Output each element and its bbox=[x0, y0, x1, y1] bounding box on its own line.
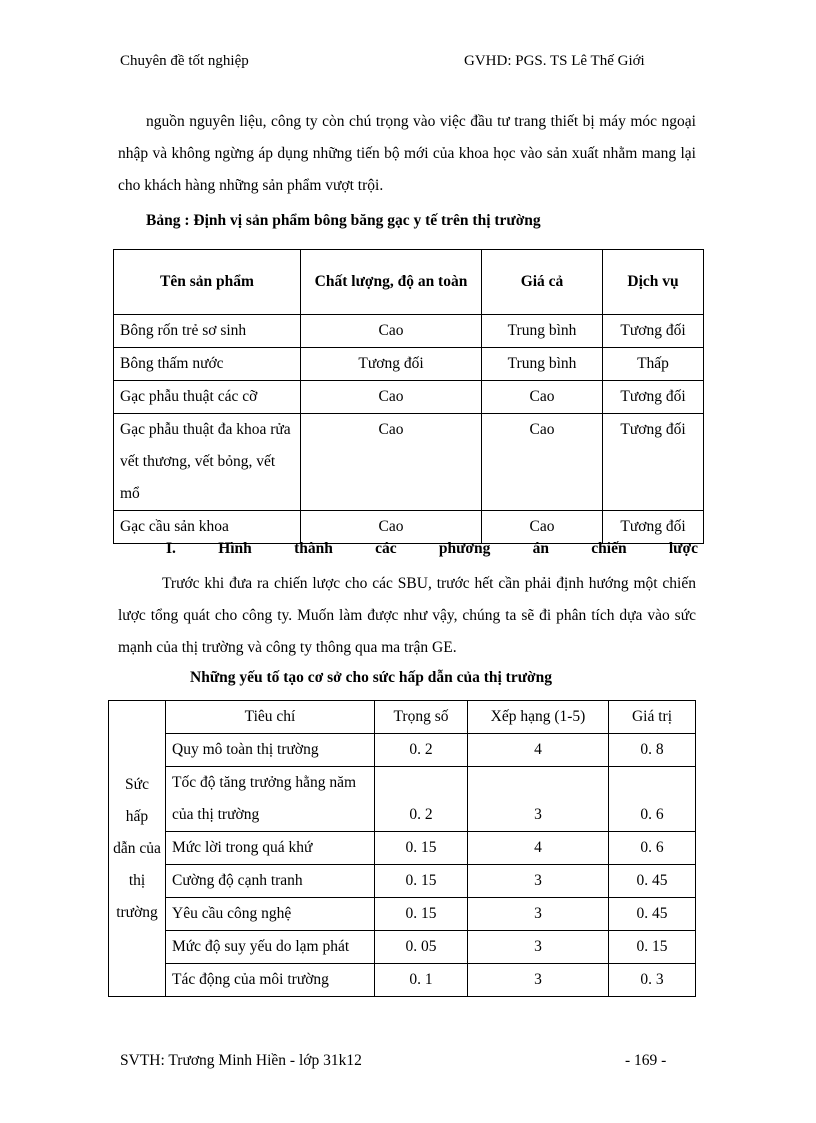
table-cell: 0. 6 bbox=[609, 832, 696, 865]
table-row bbox=[109, 865, 696, 898]
table1-title: Bảng : Định vị sản phẩm bông băng gạc y tế trên thị trường bbox=[146, 212, 541, 229]
table-cell: 3 bbox=[468, 898, 609, 931]
table-row bbox=[114, 348, 704, 381]
table-row bbox=[109, 767, 696, 832]
table-row bbox=[109, 964, 696, 997]
table-row bbox=[109, 898, 696, 931]
footer-left: SVTH: Trương Minh Hiền - lớp 31k12 bbox=[120, 1052, 362, 1069]
table-cell: 0. 45 bbox=[609, 865, 696, 898]
table-cell: Cường độ cạnh tranh bbox=[166, 865, 375, 898]
table-cell: 0. 15 bbox=[609, 931, 696, 964]
table-cell: 3 bbox=[468, 931, 609, 964]
page-number: - 169 - bbox=[625, 1052, 667, 1069]
product-positioning-table bbox=[113, 249, 704, 544]
table-cell: Cao bbox=[301, 414, 482, 511]
table-cell: Bông thấm nước bbox=[114, 348, 301, 381]
table-cell: Tác động của môi trường bbox=[166, 964, 375, 997]
table-cell: 0. 6 bbox=[609, 767, 696, 832]
table-cell: Gạc cầu sản khoa bbox=[114, 511, 301, 544]
table-row bbox=[109, 734, 696, 767]
heading-word: lược bbox=[668, 540, 698, 557]
side-label: Sức hấp dẫn của thị trường bbox=[109, 701, 166, 997]
table-row bbox=[109, 931, 696, 964]
table-cell: 3 bbox=[468, 767, 609, 832]
table-cell: 0. 8 bbox=[609, 734, 696, 767]
section-number: I. bbox=[166, 540, 176, 557]
table-row bbox=[109, 832, 696, 865]
col-header: Chất lượng, độ an toàn bbox=[301, 250, 482, 315]
col-header: Dịch vụ bbox=[603, 250, 704, 315]
header-right: GVHD: PGS. TS Lê Thế Giới bbox=[464, 53, 645, 69]
section-heading bbox=[166, 540, 698, 558]
heading-word: án bbox=[532, 540, 550, 557]
header-left: Chuyên đề tốt nghiệp bbox=[120, 53, 249, 69]
table-cell: 0. 1 bbox=[375, 964, 468, 997]
table-row bbox=[114, 315, 704, 348]
table2-title: Những yếu tố tạo cơ sở cho sức hấp dẫn của thị trường bbox=[190, 669, 552, 686]
table-cell: Bông rốn trẻ sơ sinh bbox=[114, 315, 301, 348]
table-header-row bbox=[109, 701, 696, 734]
col-header: Tiêu chí bbox=[166, 701, 375, 734]
table-cell: Gạc phẫu thuật các cỡ bbox=[114, 381, 301, 414]
table-cell: Gạc phẫu thuật đa khoa rửa vết thương, vết bỏng, vết mổ bbox=[114, 414, 301, 511]
heading-word: các bbox=[375, 540, 397, 557]
table-cell: 3 bbox=[468, 865, 609, 898]
table-cell: 0. 15 bbox=[375, 898, 468, 931]
table-cell: Cao bbox=[482, 414, 603, 511]
table-cell: Tương đối bbox=[301, 348, 482, 381]
paragraph-2: Trước khi đưa ra chiến lược cho các SBU, trước hết cần phải định hướng một chiến lược tổng quát cho công ty. Muốn làm được như vậy, chúng ta sẽ đi phân tích dựa vào sức mạnh của thị trường và công ty thông qua ma trận GE. bbox=[118, 575, 696, 656]
table-cell: Tương đối bbox=[603, 315, 704, 348]
table-cell: Yêu cầu công nghệ bbox=[166, 898, 375, 931]
table-cell: Thấp bbox=[603, 348, 704, 381]
table-cell: Cao bbox=[301, 511, 482, 544]
col-header: Trọng số bbox=[375, 701, 468, 734]
col-header: Tên sản phẩm bbox=[114, 250, 301, 315]
table-cell: Cao bbox=[301, 315, 482, 348]
table-cell: Tương đối bbox=[603, 381, 704, 414]
heading-word: chiến bbox=[591, 540, 627, 557]
heading-word: thành bbox=[294, 540, 333, 557]
paragraph-1: nguồn nguyên liệu, công ty còn chú trọng vào việc đầu tư trang thiết bị máy móc ngoại nhập và không ngừng áp dụng những tiến bộ mới của khoa học vào sản xuất nhằm mang lại cho khách hàng những sản phẩm vượt trội. bbox=[118, 113, 696, 194]
table-cell: 0. 45 bbox=[609, 898, 696, 931]
table-row bbox=[114, 511, 704, 544]
col-header: Giá cả bbox=[482, 250, 603, 315]
table-cell: 0. 2 bbox=[375, 734, 468, 767]
col-header: Giá trị bbox=[609, 701, 696, 734]
table-cell: 4 bbox=[468, 734, 609, 767]
table-cell: Tương đối bbox=[603, 511, 704, 544]
table-row bbox=[114, 414, 704, 511]
table-cell: Quy mô toàn thị trường bbox=[166, 734, 375, 767]
heading-word: Hình bbox=[218, 540, 252, 557]
table-cell: 0. 05 bbox=[375, 931, 468, 964]
table-row bbox=[114, 381, 704, 414]
table-cell: 0. 15 bbox=[375, 832, 468, 865]
table-header-row bbox=[114, 250, 704, 315]
table-cell: 0. 3 bbox=[609, 964, 696, 997]
table-cell: 4 bbox=[468, 832, 609, 865]
table-cell: Mức độ suy yếu do lạm phát bbox=[166, 931, 375, 964]
table-cell: Cao bbox=[482, 511, 603, 544]
table-cell: Tương đối bbox=[603, 414, 704, 511]
market-attractiveness-table bbox=[108, 700, 696, 997]
table-cell: Tốc độ tăng trưởng hằng năm của thị trường bbox=[166, 767, 375, 832]
table-cell: Trung bình bbox=[482, 348, 603, 381]
heading-word: phương bbox=[438, 540, 491, 557]
table-cell: Mức lời trong quá khứ bbox=[166, 832, 375, 865]
table-cell: Cao bbox=[301, 381, 482, 414]
table-cell: 0. 15 bbox=[375, 865, 468, 898]
table-cell: Cao bbox=[482, 381, 603, 414]
table-cell: 3 bbox=[468, 964, 609, 997]
table-cell: Trung bình bbox=[482, 315, 603, 348]
col-header: Xếp hạng (1-5) bbox=[468, 701, 609, 734]
table-cell: 0. 2 bbox=[375, 767, 468, 832]
